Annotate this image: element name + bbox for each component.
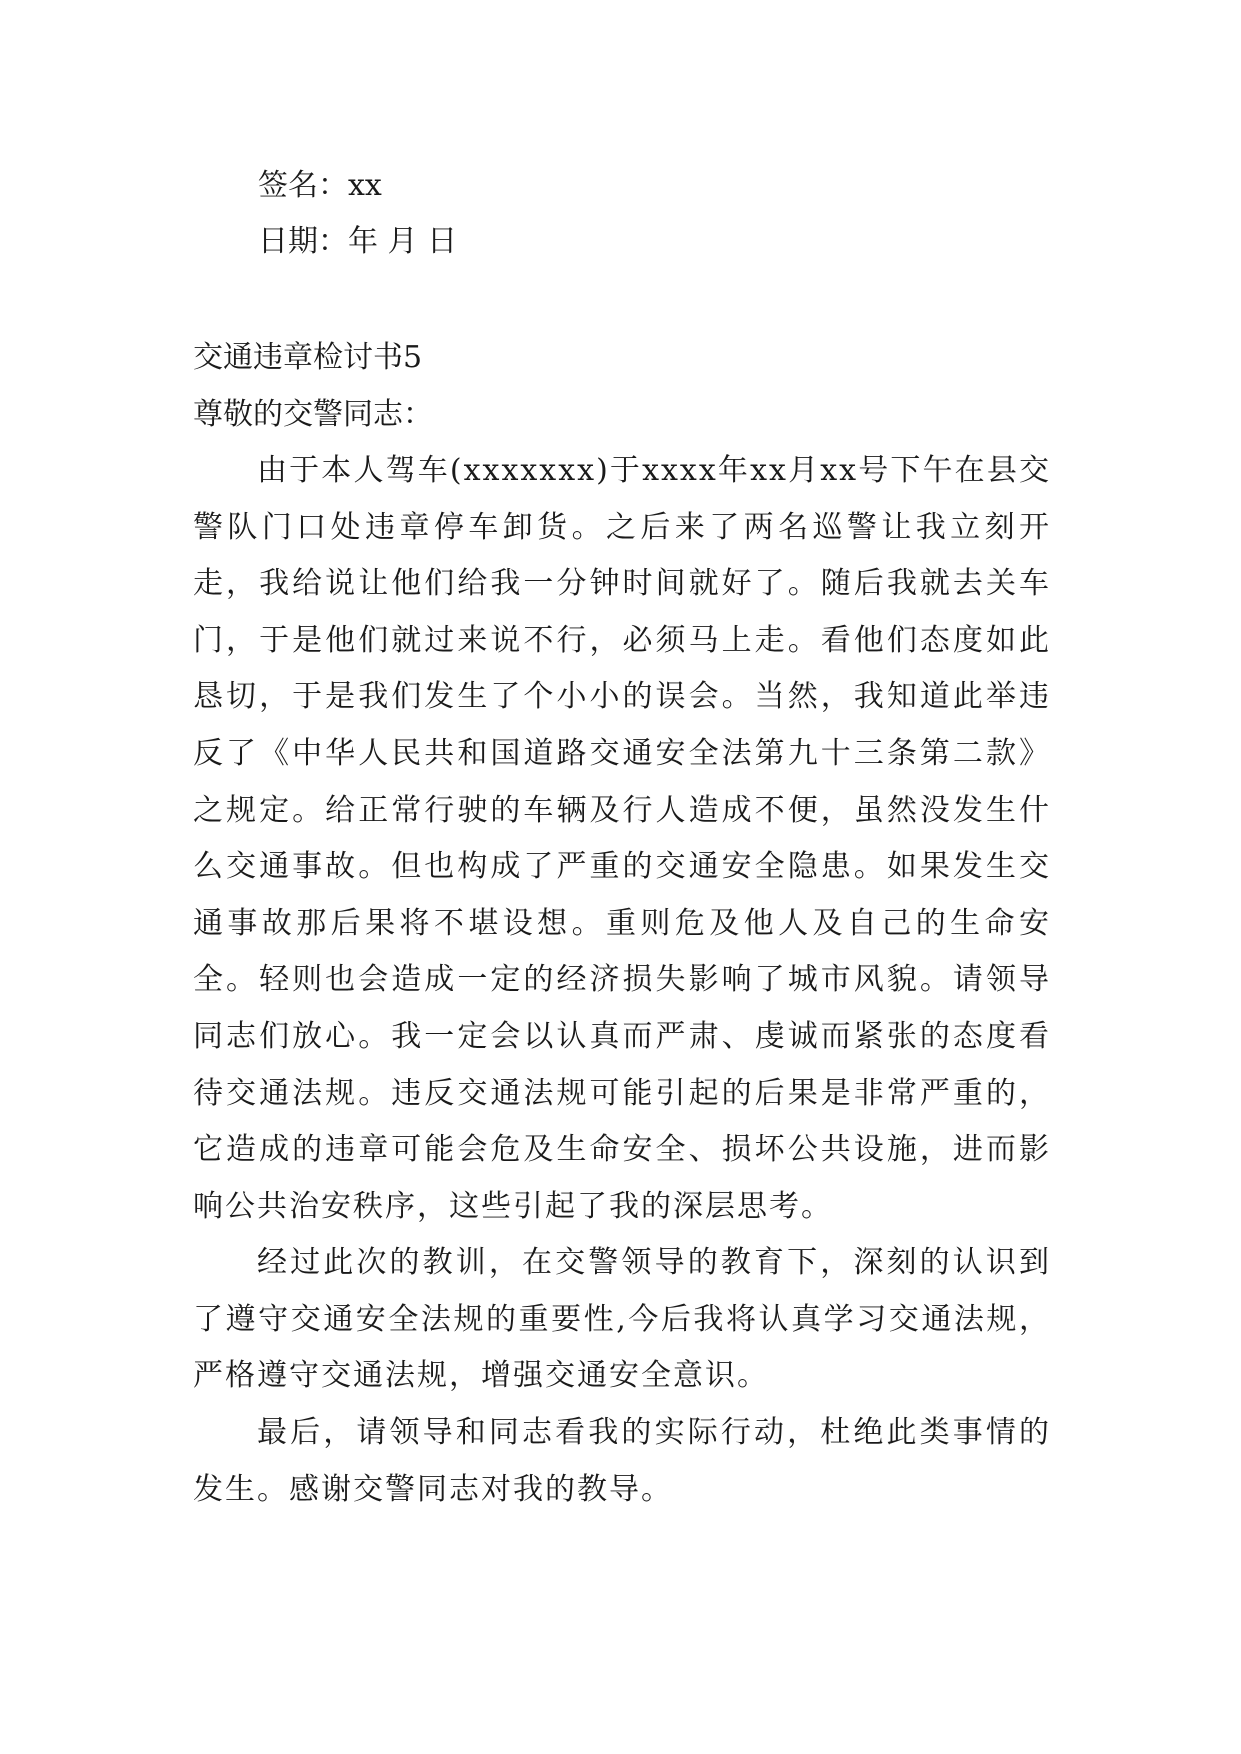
letter-title: 交通违章检讨书5 [193,340,423,375]
body-paragraph-1: 由于本人驾车(xxxxxxx)于xxxx年xx月xx号下午在县交警队门口处违章停车卸货。之后来了两名巡警让我立刻开走，我给说让他们给我一分钟时间就好了。随后我就去关车门，于是他们就过来说不行，必须马上走。看他们态度如此恳切，于是我们发生了个小小的误会。当然，我知道此举违反了《中华人民共和国道路交通安全法第九十三条第二款》之规定。给正常行驶的车辆及行人造成不便，虽然没发生什么交通事故。但也构成了严重的交通安全隐患。如果发生交通事故那后果将不堪设想。重则危及他人及自己的生命安全。轻则也会造成一定的经济损失影响了城市风貌。请领导同志们放心。我一定会以认真而严肃、虔诚而紧张的态度看待交通法规。违反交通法规可能引起的后果是非常严重的，它造成的违章可能会危及生命安全、损坏公共设施，进而影响公共治安秩序，这些引起了我的深层思考。 [193,453,1051,1224]
signature-date-line: 日期：年 月 日 [258,224,458,259]
body-paragraph-3: 最后，请领导和同志看我的实际行动，杜绝此类事情的发生。感谢交警同志对我的教导。 [193,1415,1051,1507]
body-paragraph-2: 经过此次的教训，在交警领导的教育下，深刻的认识到了遵守交通安全法规的重要性,今后我将认真学习交通法规，严格遵守交通法规，增强交通安全意识。 [193,1245,1051,1394]
letter-salutation: 尊敬的交警同志： [193,397,433,432]
signature-name-line: 签名：xx [258,168,382,203]
